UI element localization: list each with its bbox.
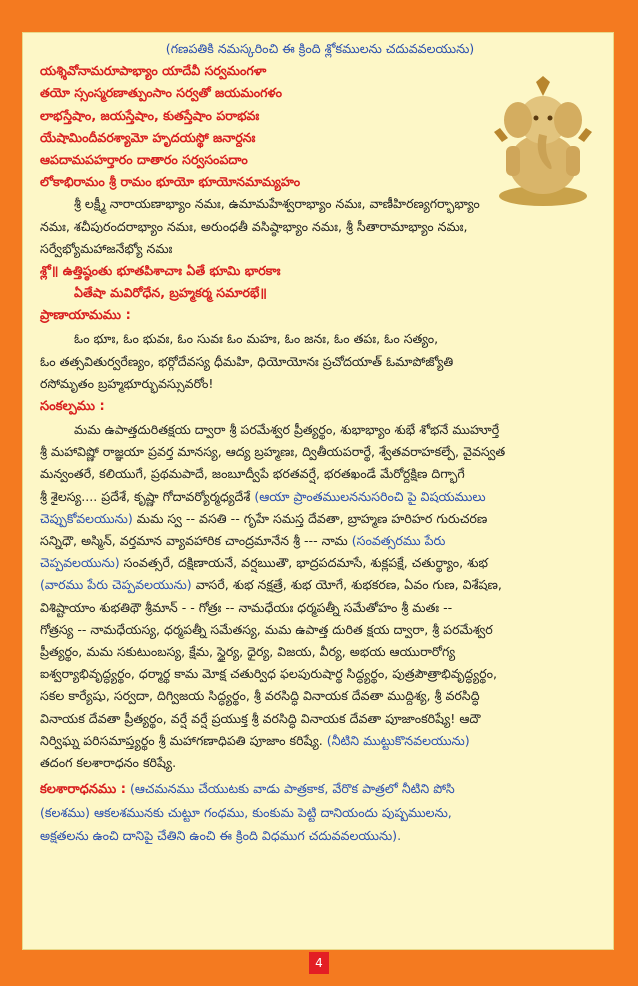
sankalpam-text: శ్రీ మహావిష్ణో రాజ్ఞయా ప్రవర్త మానస్య, ఆద్య బ్రహ్మణః, ద్వితీయపరార్థే, శ్వేతవరాహకల్పే, వైవస్వత [40, 444, 506, 460]
sankalpam-line [40, 597, 600, 619]
sankalpam-text: నిర్విఘ్న పరిసమాప్త్యర్థం శ్రీ మహాగణాధిపతి పూజాం కరిష్యే. [40, 732, 327, 748]
kalasha-line: అక్షతలను ఉంచి దానిపై చేతిని ఉంచి ఈ క్రింది విధముగ చదువవలయును). [40, 827, 402, 843]
sankalpam-line [40, 619, 600, 641]
sankalpam-text: సంవత్సరే, దక్షిణాయనే, వర్షఋతౌ, భాద్రపదమాసే, శుక్లపక్షే, చతుర్థ్యాం, శుభ [119, 555, 488, 571]
shloka-line: ఏతేషా మవిరోధేన, బ్రహ్మకర్మ సమారభే॥ [74, 285, 267, 301]
instruction-line: (గణపతికి నమస్కరించి ఈ క్రింది శ్లోకములను చదువవలయును) [165, 41, 475, 56]
document-page [22, 32, 614, 950]
sankalpam-instruction: (వారము పేరు చెప్పవలయును) [40, 577, 192, 593]
shloka-line: శ్లో॥ ఉత్తిష్ఠంతు భూతపిశాచాః ఏతే భూమి భారకాః [40, 263, 281, 279]
sankalpam-line [40, 663, 600, 685]
sankalpam-text: మమ ఉపాత్తదురితక్షయ ద్వారా శ్రీ పరమేశ్వర ప్రీత్యర్థం, శుభాభ్యాం శుభే శోభనే ముహూర్తే [74, 422, 500, 438]
sankalpam-text: సన్నిధౌ, అస్మిన్, వర్తమాన వ్యావహారిక చాంద్రమానేన శ్రీ --- నామ [40, 533, 352, 549]
verse-block [40, 60, 600, 193]
sankalpam-text: గోత్రస్య -- నామధేయస్య, ధర్మపత్నీ సమేతస్య, మమ ఉపాత్త దురిత క్షయ ద్వారా, శ్రీ పరమేశ్వర [40, 621, 493, 637]
kalasha-heading: కలశారాధనము : [40, 782, 126, 798]
sankalpam-line [40, 641, 600, 663]
sankalpam-line [40, 463, 600, 485]
kalasha-line [40, 778, 600, 802]
sankalpam-text: సకల కార్యేషు, సర్వదా, దిగ్విజయ సిద్ధ్యర్థం, శ్రీ వరసిద్ధి వినాయక దేవతా ముద్దిశ్య, శ్రీ వరసిద్ధి [40, 688, 480, 704]
document-content [40, 38, 600, 847]
verse-line: తయో స్సంస్మరణాత్పుంసాం సర్వతో జయమంగళం [40, 85, 282, 101]
sankalpam-line [40, 508, 600, 530]
sankalpam-instruction: (ఆయా ప్రాంతములననుసరించి పై విషయములు [254, 488, 486, 504]
sankalpam-text: వాసరే, శుభ నక్షత్రే, శుభ యోగే, శుభకరణ, ఏవం గుణ, విశేషణ, [191, 577, 502, 593]
verse-line: యేషామిందీవరశ్యామో హృదయస్థో జనార్దనః [40, 129, 256, 145]
sankalpam-line [40, 486, 600, 508]
sankalpam-text: ఐశ్వర్యాభివృద్ధ్యర్థం, ధర్మార్థ కామ మోక్ష చతుర్విధ ఫలపురుషార్థ సిద్ధ్యర్థం, పుత్రపౌత్రాభివృద్ధ్యర్థం, [40, 666, 497, 682]
sankalpam-text: ప్రీత్యర్థం, మమ సకుటుంబస్య, క్షేమ, స్థైర్య, ధైర్య, విజయ, వీర్య, అభయ ఆయురారోగ్య [40, 644, 456, 660]
sankalpam-line [40, 552, 600, 574]
sankalpam-instruction: చెప్పుకోవలయును) [40, 510, 133, 526]
kalasha-instruction: (ఆచమనము చేయుటకు వాడు పాత్రకాక, వేరొక పాత్రలో నీటిని పోసి [129, 781, 455, 797]
namah-line: శ్రీ లక్ష్మీ నారాయణాభ్యాం నమః, ఉమామహేశ్వరాభ్యాం నమః, వాణీహిరణ్యగర్భాభ్యాం [74, 196, 480, 212]
sankalpam-text: మమ స్వ -- వసతి -- గృహే సమస్త దేవతా, బ్రాహ్మణ హరిహర గురుచరణ [132, 510, 488, 526]
kalasha-line: (కలశము) ఆకలశమునకు చుట్టూ గంధము, కుంకుమ పెట్టి దానియందు పుష్పములను, [40, 805, 452, 821]
sankalpam-text: విశిష్టాయాం శుభతిథౌ శ్రీమాన్ - - గోత్రః -- నామధేయః ధర్మపత్నీ సమేతోహం శ్రీ మతః -- [40, 599, 453, 615]
namah-line: నమః, శచీపురందరాభ్యాం నమః, అరుంధతీ వసిష్ఠాభ్యాం నమః, శ్రీ సీతారామాభ్యాం నమః, [40, 218, 468, 234]
sankalpam-text: శ్రీ శైలస్య.... ప్రదేశే, కృష్ణా గోదావర్యోర్మధ్యదేశే [40, 488, 255, 504]
sankalpam-line [40, 752, 600, 774]
page-number: 4 [309, 952, 329, 974]
pranayama-line: రసోమృతం బ్రహ్మభూర్భువస్సువరోం! [40, 375, 214, 391]
sankalpam-line [40, 574, 600, 596]
namah-line: సర్వేభ్యోమహాజనేభ్యో నమః [40, 240, 173, 256]
sankalpam-text: వినాయక దేవతా ప్రీత్యర్థం, వర్షే వర్షే ప్రయుక్త శ్రీ వరసిద్ధి వినాయక దేవతా పూజాంకరిష్యే! ఆదౌ [40, 710, 481, 726]
sankalpam-instruction: చెప్పవలయును) [40, 555, 120, 571]
verse-line: లోకాభిరామం శ్రీ రామం భూయో భూయోనమామ్యహం [40, 174, 301, 190]
sankalpam-text: తదంగ కలశారాధనం కరిష్యే. [40, 755, 177, 771]
verse-line: యశ్శివోనామరూపాభ్యాం యాదేవీ సర్వమంగళా [40, 63, 267, 79]
sankalpam-line [40, 419, 600, 441]
sankalpam-block [40, 419, 600, 774]
pranayama-line: ఓం తత్సవితుర్వరేణ్యం, భర్గోదేవస్య ధీమహి, ధియోయోనః ప్రచోదయాత్ ఓమాపోజ్యోతి [40, 353, 454, 369]
pranayama-line: ఓం భూః, ఓం భువః, ఓం సువః ఓం మహః, ఓం జనః, ఓం తపః, ఓం సత్యం, [74, 331, 439, 347]
sankalpam-line [40, 441, 600, 463]
verse-line: ఆపదామపహర్తారం దాతారం సర్వసంపదాం [40, 152, 248, 168]
sankalpam-line [40, 708, 600, 730]
sankalpam-instruction: (సంవత్సరము పేరు [351, 533, 446, 549]
sankalpam-instruction: (నీటిని ముట్టుకొనవలయును) [326, 732, 470, 748]
sankalpam-heading: సంకల్పము : [40, 399, 105, 415]
sankalpam-line [40, 685, 600, 707]
pranayama-heading: ప్రాణాయామము : [40, 308, 131, 324]
sankalpam-line [40, 530, 600, 552]
verse-line: లాభస్తేషాం, జయస్తేషాం, కుతస్తేషాం పరాభవః [40, 107, 260, 123]
sankalpam-line [40, 730, 600, 752]
sankalpam-text: మన్వంతరే, కలియుగే, ప్రథమపాదే, జంబూద్వీపే భరతవర్షే, భరతఖండే మేరోర్దక్షిణ దిగ్భాగే [40, 466, 465, 482]
